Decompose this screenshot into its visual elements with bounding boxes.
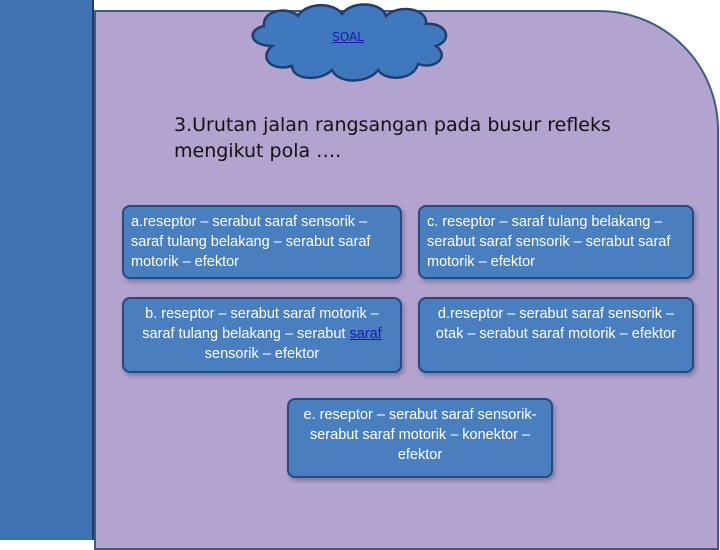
question-text (174, 112, 674, 164)
option-b-label-end: sensorik – efektor (204, 346, 320, 362)
option-c-label: c. reseptor – saraf tulang belakang – serabut saraf sensorik – serabut saraf motorik – efektor (427, 214, 671, 270)
option-c-button[interactable] (418, 205, 694, 279)
option-a-button[interactable] (122, 205, 402, 279)
option-d-button[interactable] (418, 297, 694, 373)
option-b-link[interactable]: saraf (349, 326, 382, 342)
question-line-1: 3.Urutan jalan rangsangan pada busur refleks (174, 114, 611, 136)
soal-link[interactable]: SOAL (332, 30, 364, 44)
question-line-2: mengikut pola …. (174, 140, 342, 162)
option-e-label: e. reseptor – serabut saraf sensorik- serabut saraf motorik – konektor – efektor (303, 407, 537, 463)
option-e-button[interactable] (287, 398, 553, 478)
option-b-label-start: b. reseptor – serabut saraf motorik – saraf tulang belakang – serabut (142, 306, 379, 342)
option-d-label: d.reseptor – serabut saraf sensorik – otak – serabut saraf motorik – efektor (435, 306, 677, 342)
left-sidebar (0, 0, 94, 540)
option-b-button[interactable] (122, 297, 402, 373)
option-a-label: a.reseptor – serabut saraf sensorik – saraf tulang belakang – serabut saraf motorik – efektor (131, 214, 371, 270)
